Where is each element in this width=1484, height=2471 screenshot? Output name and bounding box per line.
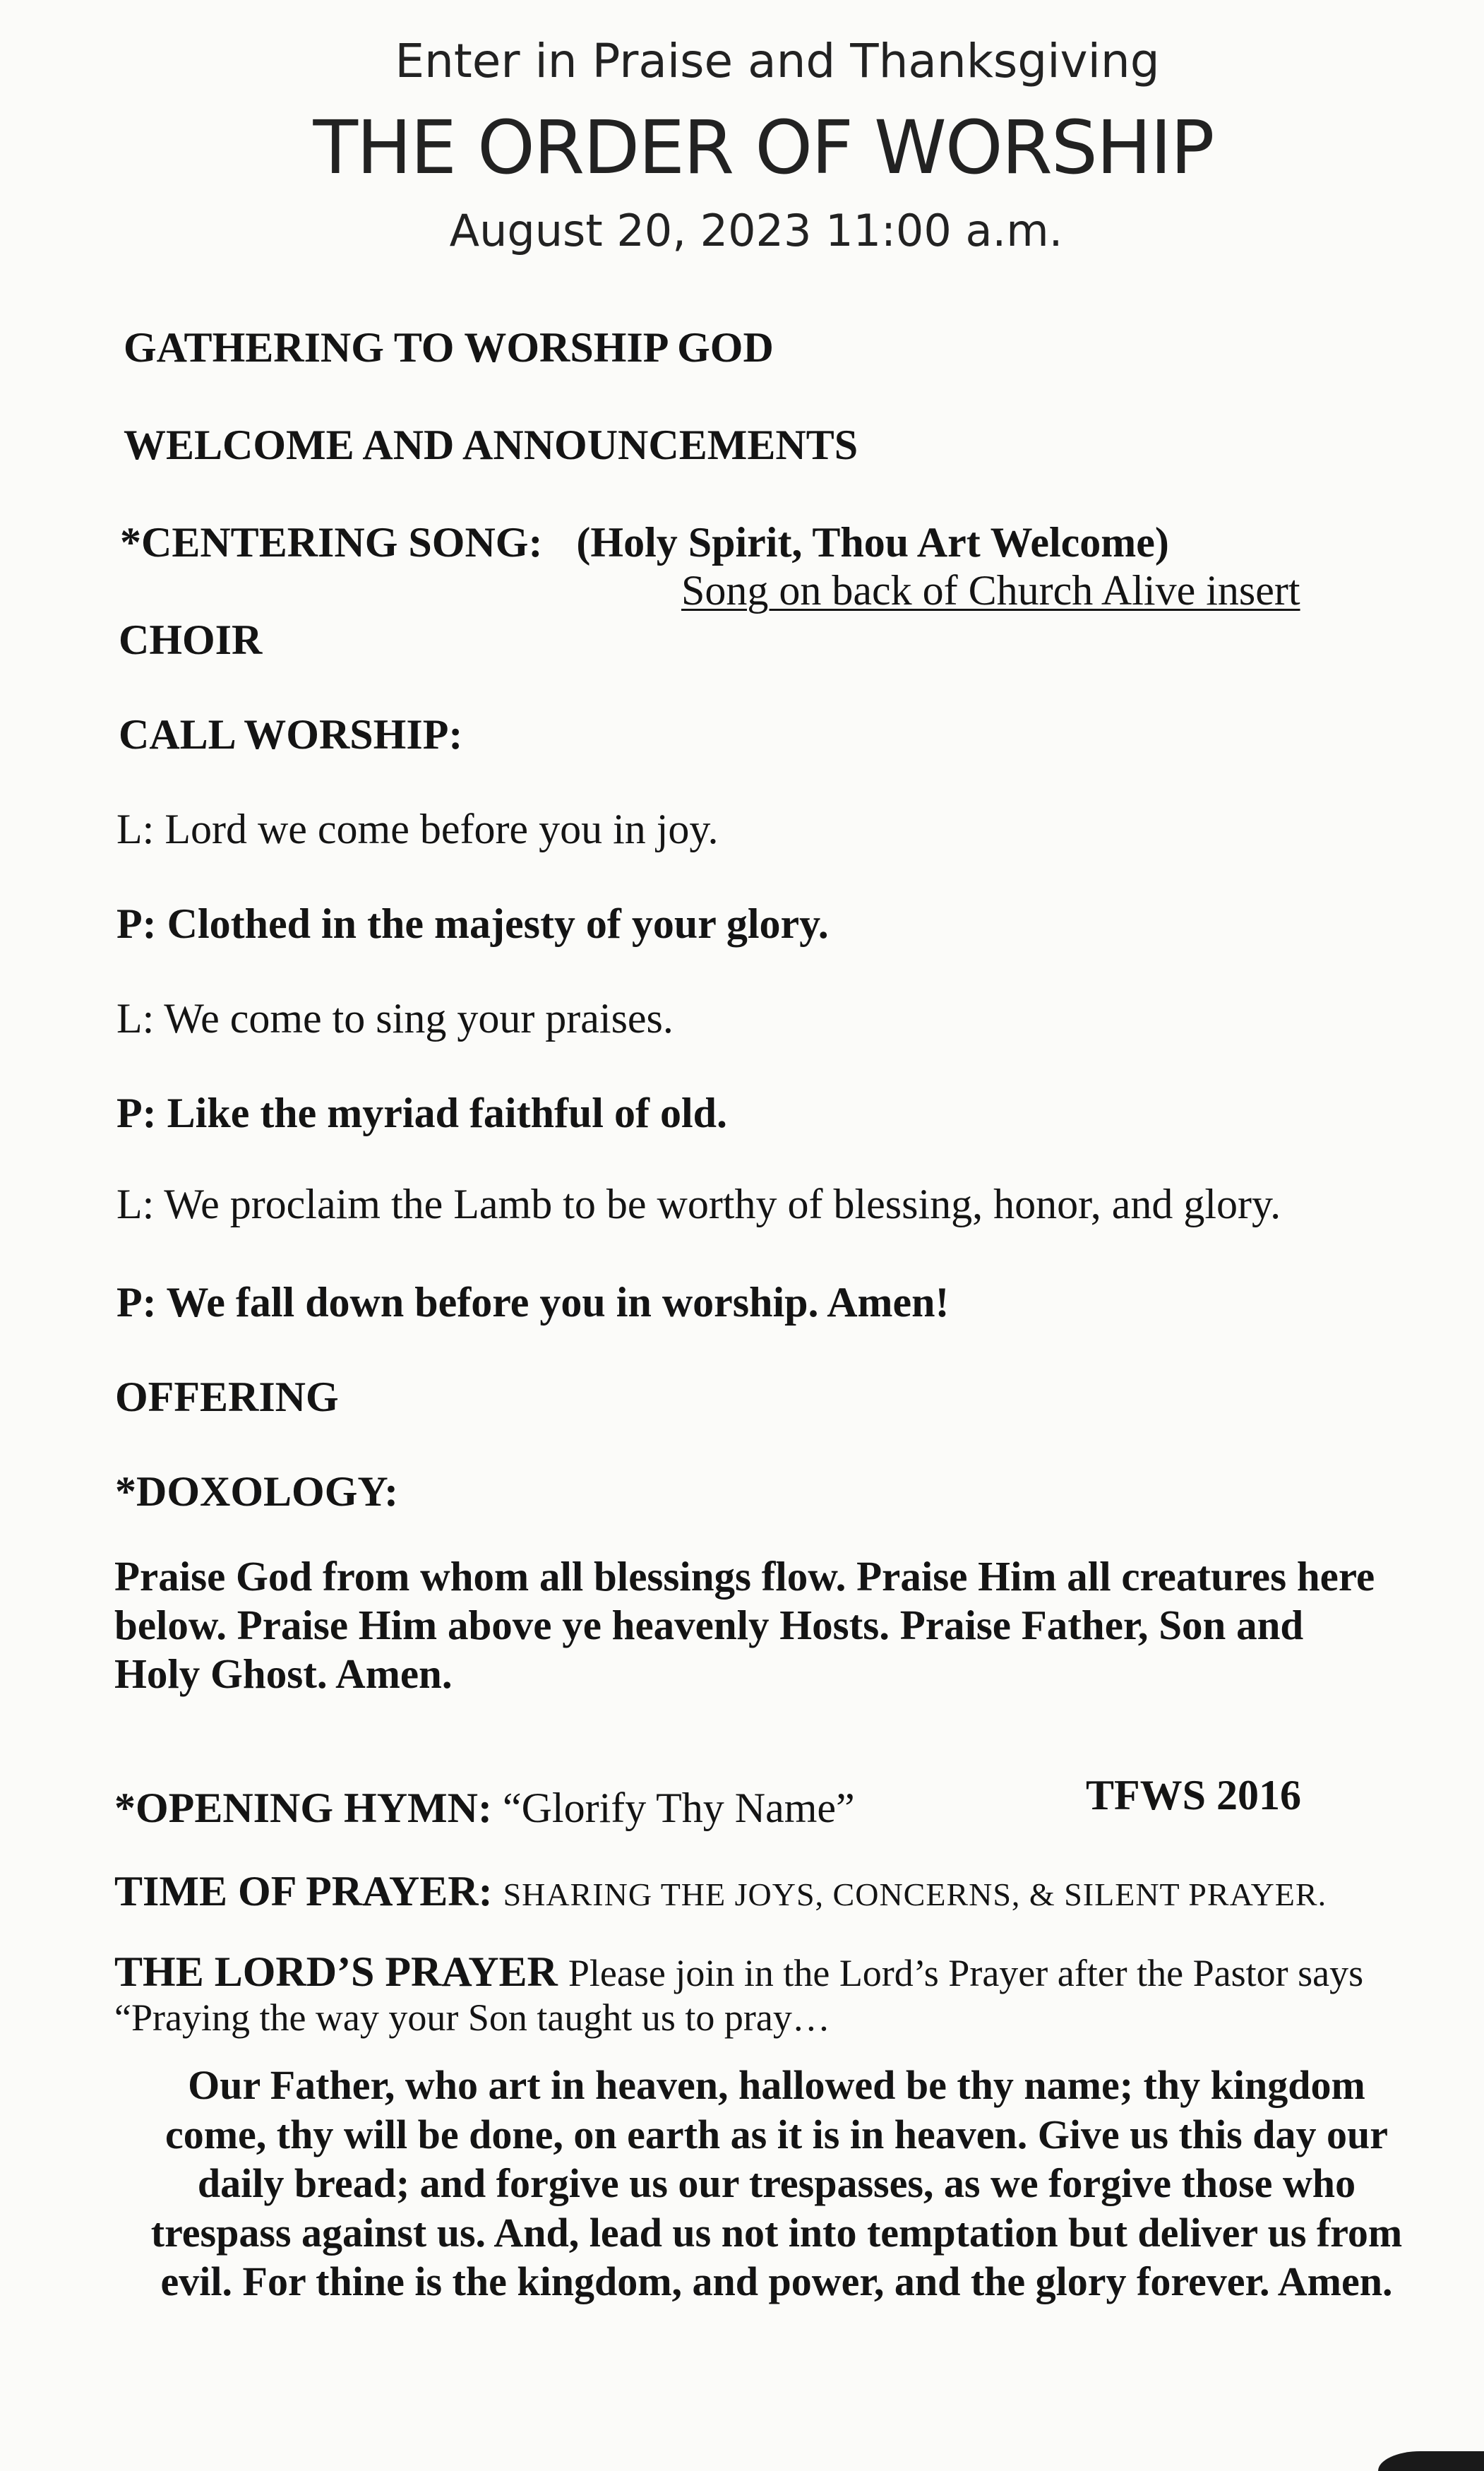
section-choir: CHOIR [119, 617, 263, 663]
centering-song-note: Song on back of Church Alive insert [681, 567, 1300, 614]
service-date: August 20, 2023 11:00 a.m. [449, 205, 1063, 256]
centering-song-label: *CENTERING SONG: [120, 519, 543, 566]
time-of-prayer-text: SHARING THE JOYS, CONCERNS, & SILENT PRAYER. [503, 1876, 1327, 1912]
opening-hymn-label: *OPENING HYMN: [114, 1785, 492, 1831]
page-subtitle: Enter in Praise and Thanksgiving [395, 34, 1160, 88]
litany-leader-line: L: We proclaim the Lamb to be worthy of blessing, honor, and glory. [116, 1181, 1281, 1227]
litany-leader-line: L: Lord we come before you in joy. [116, 806, 719, 852]
prayer-line: come, thy will be done, on earth as it is in heaven. Give us this day our [164, 2111, 1389, 2157]
lords-prayer-instruction-2: “Praying the way your Son taught us to pray… [114, 1996, 830, 2039]
prayer-line: daily bread; and forgive us our trespasses, as we forgive those who [197, 2160, 1356, 2207]
opening-hymn-ref: TFWS 2016 [1086, 1772, 1302, 1818]
lords-prayer-heading [114, 1948, 1364, 1995]
prayer-line: evil. For thine is the kingdom, and power, and the glory forever. Amen. [160, 2258, 1393, 2305]
section-call-worship: CALL WORSHIP: [119, 711, 463, 758]
section-gathering: GATHERING TO WORSHIP GOD [124, 324, 774, 371]
prayer-line: Our Father, who art in heaven, hallowed be thy name; thy kingdom [188, 2062, 1365, 2108]
opening-hymn [114, 1787, 855, 1829]
time-of-prayer-label: TIME OF PRAYER: [114, 1868, 493, 1915]
page-corner-shadow [1378, 2451, 1484, 2471]
doxology-text [114, 1552, 1375, 1698]
litany-people-line: P: Clothed in the majesty of your glory. [116, 900, 829, 947]
time-of-prayer [114, 1868, 1327, 1915]
lords-prayer-text [106, 2061, 1447, 2306]
prayer-line: trespass against us. And, lead us not into temptation but deliver us from [150, 2209, 1403, 2256]
page-title: THE ORDER OF WORSHIP [313, 105, 1214, 191]
litany-people-line: P: Like the myriad faithful of old. [116, 1090, 727, 1136]
section-doxology: *DOXOLOGY: [115, 1468, 399, 1515]
lords-prayer-label: THE LORD’S PRAYER [114, 1948, 558, 1995]
centering-song [120, 521, 1169, 564]
lords-prayer-instruction: Please join in the Lord’s Prayer after the Pastor says [568, 1952, 1364, 1994]
centering-song-title: (Holy Spirit, Thou Art Welcome) [576, 519, 1169, 566]
litany-leader-line: L: We come to sing your praises. [116, 995, 674, 1042]
litany-people-line: P: We fall down before you in worship. Amen! [116, 1279, 950, 1326]
doxology-line: Holy Ghost. Amen. [114, 1650, 453, 1698]
section-welcome: WELCOME AND ANNOUNCEMENTS [124, 422, 858, 468]
section-offering: OFFERING [115, 1374, 339, 1420]
doxology-line: below. Praise Him above ye heavenly Hosts. Praise Father, Son and [114, 1602, 1304, 1649]
opening-hymn-title: “Glorify Thy Name” [502, 1785, 855, 1831]
doxology-line: Praise God from whom all blessings flow. Praise Him all creatures here [114, 1553, 1375, 1600]
